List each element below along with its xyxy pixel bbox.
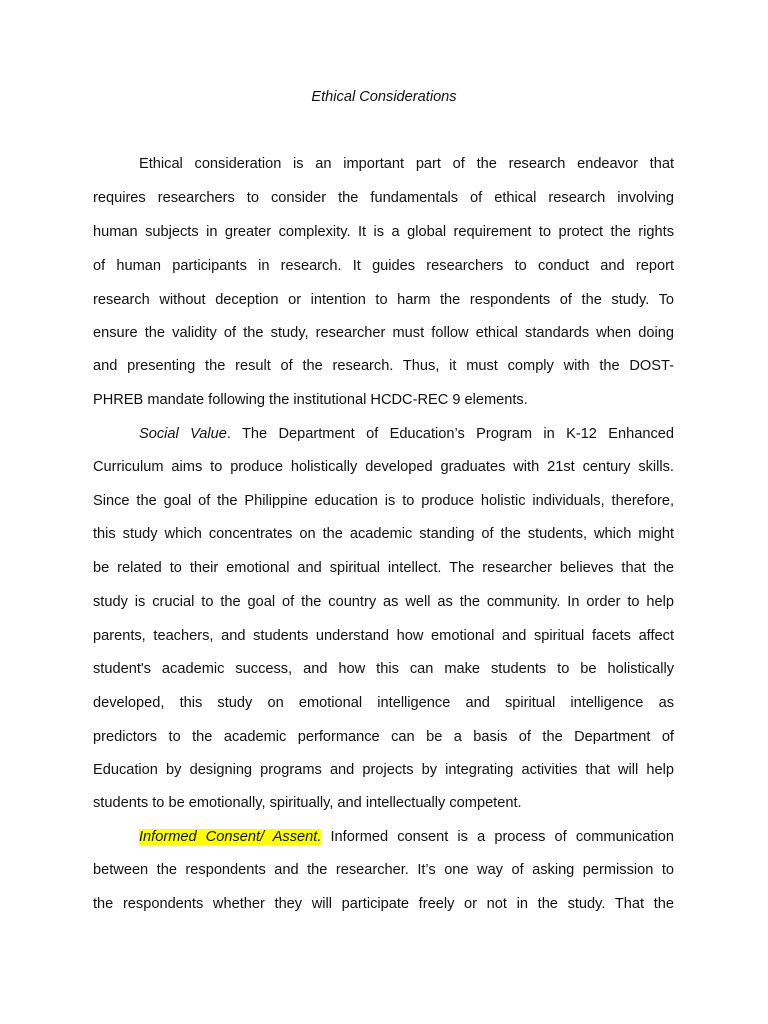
paragraph-line: developed, this study on emotional intelligence and spiritual intelligence as <box>93 695 674 711</box>
paragraph-line: research without deception or intention to harm the respondents of the study. To <box>93 292 674 308</box>
paragraph-line: between the respondents and the researcher. It’s one way of asking permission to <box>93 862 674 878</box>
paragraph-line: predictors to the academic performance can be a basis of the Department of <box>93 729 674 745</box>
paragraph-line-rest: . The Department of Education’s Program in K-12 Enhanced <box>226 426 674 442</box>
document-title: Ethical Considerations <box>311 89 457 105</box>
paragraph-line: study is crucial to the goal of the country as well as the community. In order to help <box>93 594 674 610</box>
paragraph-line: Curriculum aims to produce holistically developed graduates with 21st century skills. <box>93 459 674 475</box>
paragraph-line: human subjects in greater complexity. It is a global requirement to protect the rights <box>93 224 674 240</box>
paragraph-line: Education by designing programs and projects by integrating activities that will help <box>93 762 674 778</box>
paragraph-line: requires researchers to consider the fundamentals of ethical research involving <box>93 190 674 206</box>
section-heading-social-value: Social Value <box>139 426 227 442</box>
section-heading-informed-consent: Informed Consent/ Assent. <box>139 829 322 845</box>
paragraph-line-rest: Informed consent is a process of communication <box>321 829 674 845</box>
paragraph-first-line <box>139 827 674 847</box>
paragraph-line: this study which concentrates on the academic standing of the students, which might <box>93 526 674 542</box>
paragraph-line: students to be emotionally, spiritually, and intellectually competent. <box>93 795 522 811</box>
paragraph-line: Ethical consideration is an important part of the research endeavor that <box>139 156 674 172</box>
paragraph-line: of human participants in research. It guides researchers to conduct and report <box>93 258 674 274</box>
paragraph-line: PHREB mandate following the institutional HCDC-REC 9 elements. <box>93 392 528 408</box>
paragraph-line: ensure the validity of the study, researcher must follow ethical standards when doing <box>93 325 674 341</box>
paragraph-line: the respondents whether they will participate freely or not in the study. That the <box>93 896 674 912</box>
paragraph-line: and presenting the result of the research. Thus, it must comply with the DOST- <box>93 358 674 374</box>
paragraph-line: student's academic success, and how this can make students to be holistically <box>93 661 674 677</box>
paragraph-first-line <box>139 424 674 444</box>
paragraph-line: Since the goal of the Philippine education is to produce holistic individuals, therefore, <box>93 493 674 509</box>
paragraph-line: parents, teachers, and students understand how emotional and spiritual facets affect <box>93 628 674 644</box>
paragraph-line: be related to their emotional and spiritual intellect. The researcher believes that the <box>93 560 674 576</box>
